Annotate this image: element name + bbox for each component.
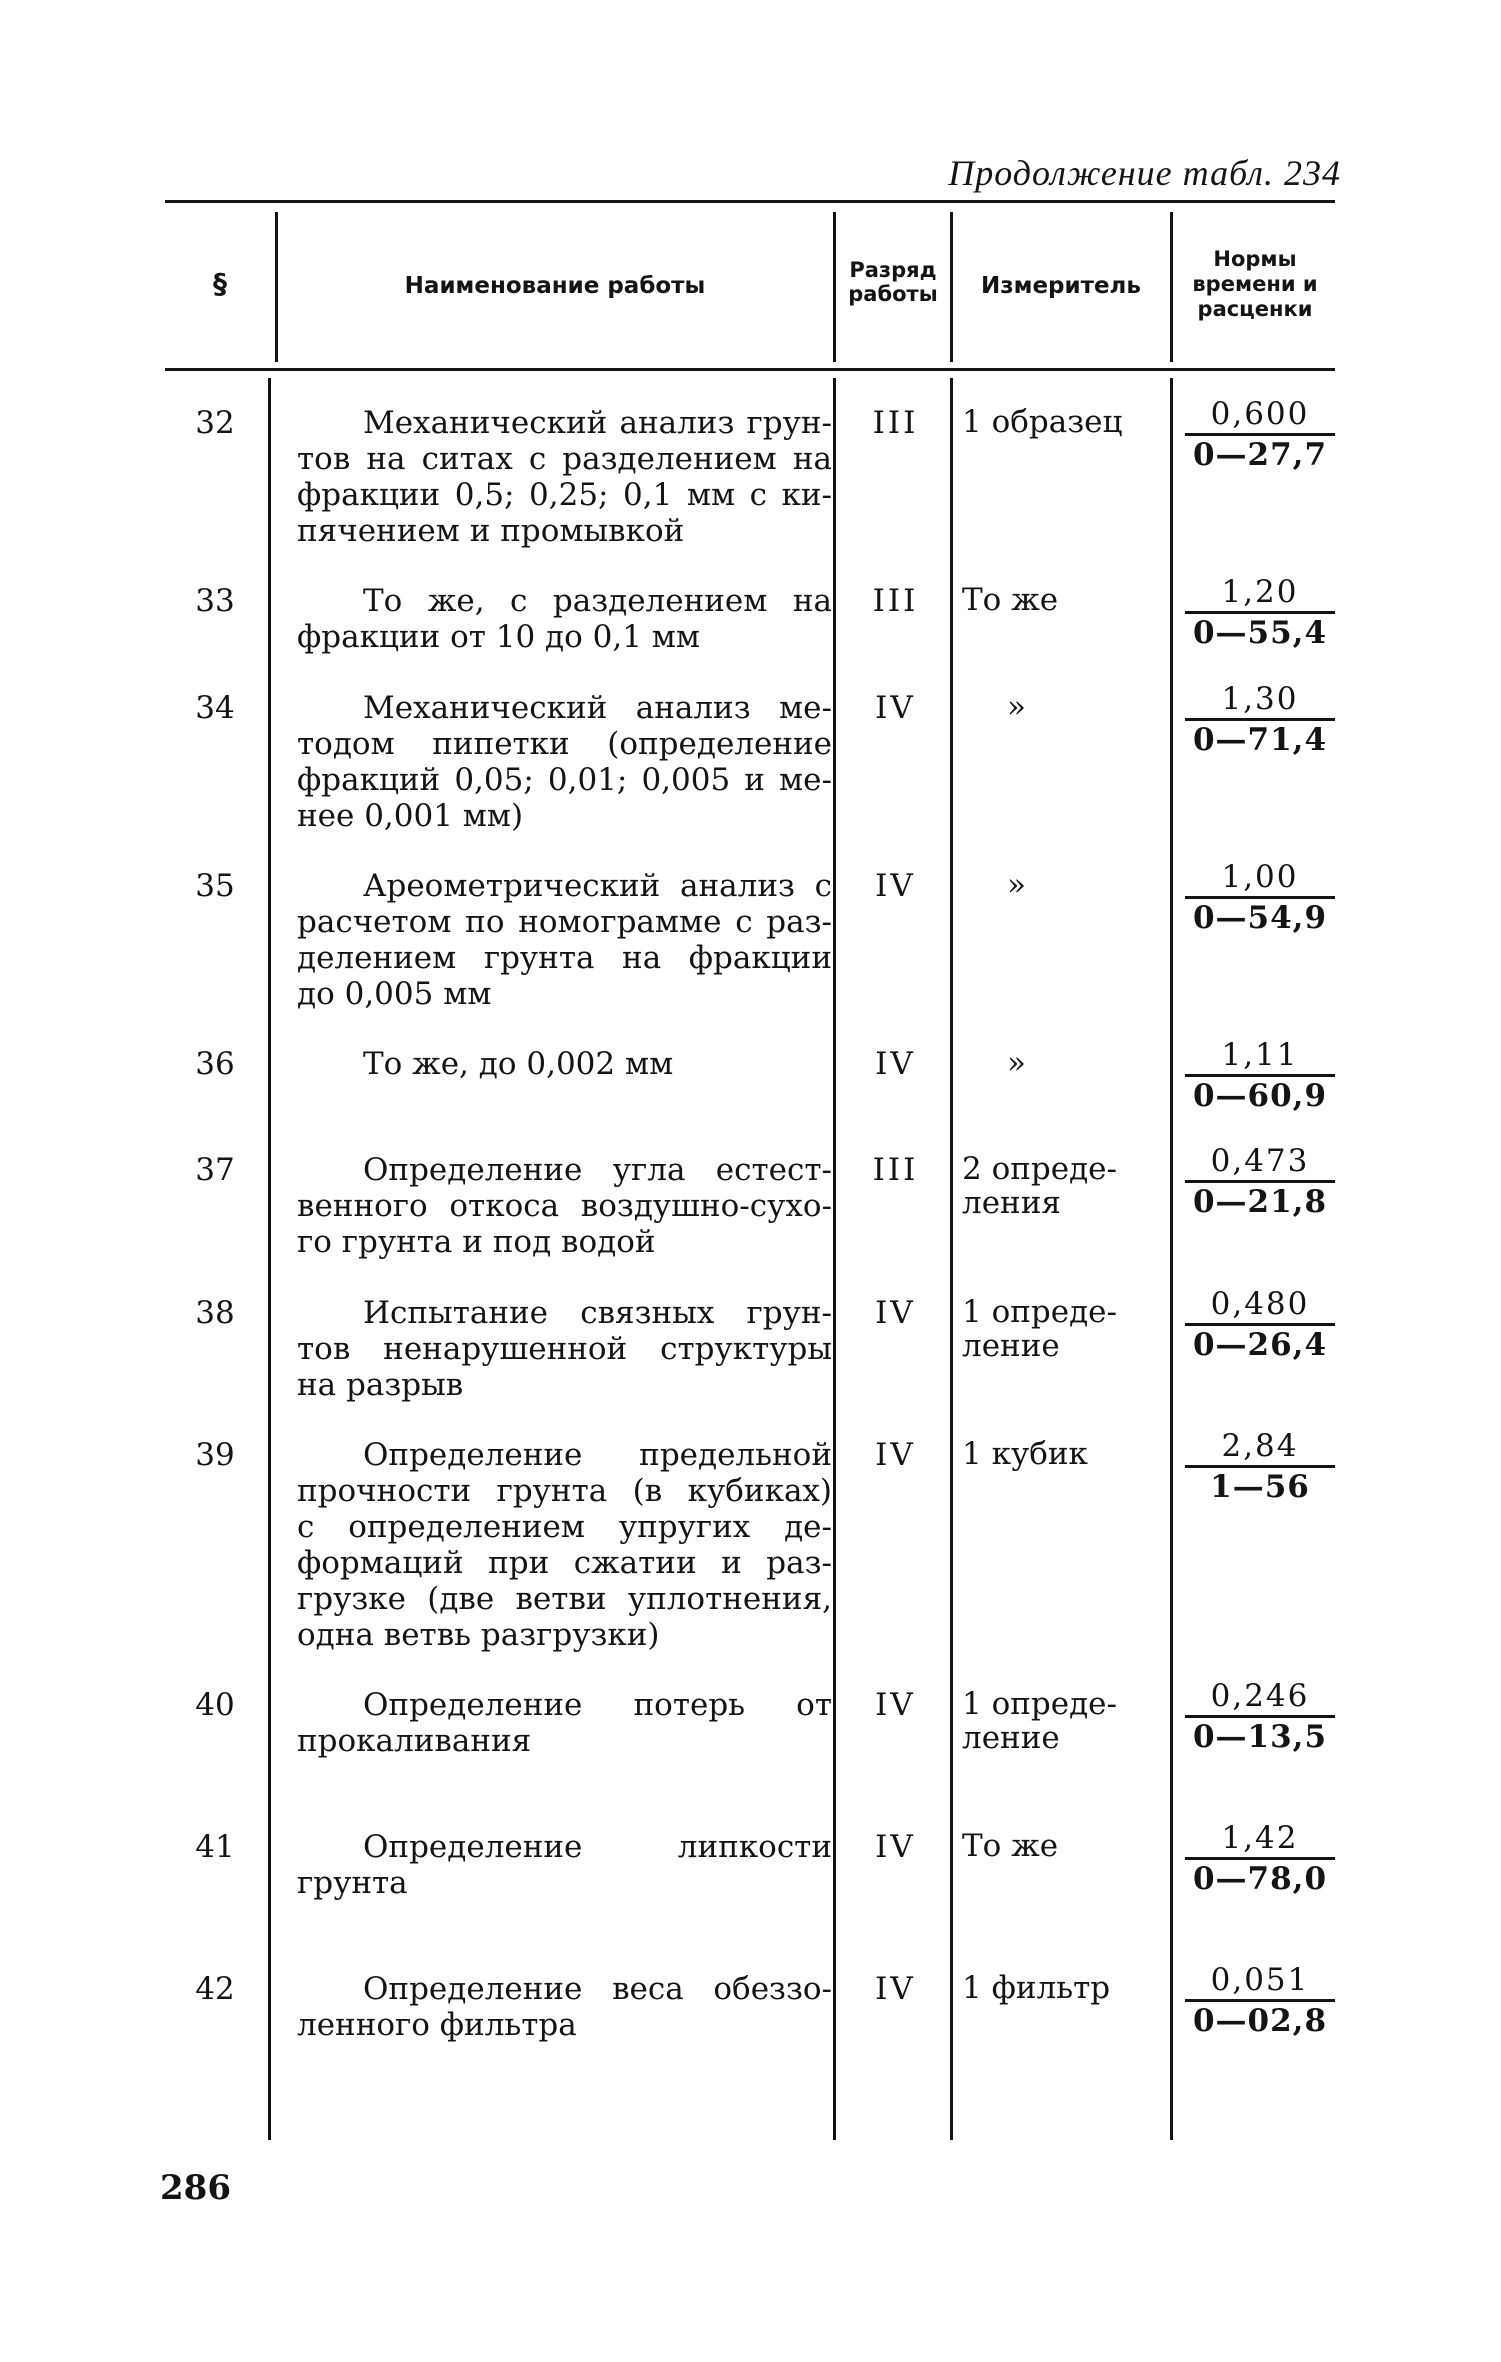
norm-time: 0,600 <box>1210 396 1310 432</box>
row-unit-line: То же <box>962 1828 1059 1864</box>
row-grade: IV <box>875 1295 916 1331</box>
row-unit-line: 1 фильтр <box>962 1970 1111 2006</box>
row-name-line: фракции от 10 до 0,1 мм <box>297 619 701 655</box>
norm-time: 1,20 <box>1221 574 1299 610</box>
row-grade: IV <box>875 690 916 726</box>
row-name-line: Механический анализ ме- <box>363 690 832 726</box>
row-grade: III <box>872 405 919 441</box>
norm-price: 0—60,9 <box>1192 1078 1328 1114</box>
row-name-line: ленного фильтра <box>297 2007 577 2043</box>
row-unit-line: 1 опреде- <box>962 1294 1117 1330</box>
row-norm <box>1185 680 1335 759</box>
row-name-line: тов ненарушенной структуры <box>297 1331 832 1367</box>
norm-price: 0—26,4 <box>1192 1327 1328 1363</box>
header-norms: Нормы времени и расценки <box>1192 247 1318 321</box>
row-unit <box>962 1437 1162 1471</box>
row-number: 33 <box>195 583 235 619</box>
norm-time: 1,30 <box>1221 681 1299 717</box>
row-number: 40 <box>195 1687 235 1723</box>
row-name-line: Определение угла естест- <box>363 1152 832 1188</box>
row-name <box>297 1152 832 1260</box>
row-name-line: венного откоса воздушно-сухо- <box>297 1188 832 1224</box>
header-bottom-rule <box>165 368 1335 371</box>
row-name-line: формаций при сжатии и раз- <box>297 1545 832 1581</box>
norm-time: 0,473 <box>1210 1143 1310 1179</box>
row-unit-line: » <box>1007 867 1026 903</box>
row-norm <box>1185 1142 1335 1221</box>
row-name <box>297 583 832 655</box>
row-grade: IV <box>875 1046 916 1082</box>
row-name-line: фракции 0,5; 0,25; 0,1 мм с ки- <box>297 477 832 513</box>
row-norm <box>1185 1036 1335 1115</box>
norm-time: 2,84 <box>1221 1428 1299 1464</box>
row-name-line: Механический анализ грун- <box>363 405 832 441</box>
row-grade: IV <box>875 868 916 904</box>
norm-time: 1,11 <box>1221 1037 1299 1073</box>
row-name-line: грузке (две ветви уплотнения, <box>297 1581 832 1617</box>
row-unit <box>962 1046 1162 1080</box>
row-name-line: фракций 0,05; 0,01; 0,005 и ме- <box>297 762 832 798</box>
norm-price: 1—56 <box>1210 1469 1310 1505</box>
page-number: 286 <box>160 2168 231 2208</box>
norm-price: 0—13,5 <box>1192 1719 1328 1755</box>
row-unit-line: 2 опреде- <box>962 1151 1117 1187</box>
norm-price: 0—54,9 <box>1192 900 1328 936</box>
row-name <box>297 1046 832 1082</box>
row-number: 32 <box>195 405 235 441</box>
row-grade: IV <box>875 1829 916 1865</box>
norm-time: 1,00 <box>1221 859 1299 895</box>
column-divider-4 <box>1170 212 1173 362</box>
row-name-line: прокаливания <box>297 1723 532 1759</box>
row-name-line: тодом пипетки (определение <box>297 726 832 762</box>
row-grade: IV <box>875 1971 916 2007</box>
row-number: 38 <box>195 1295 235 1331</box>
norm-price: 0—71,4 <box>1192 722 1328 758</box>
row-name-line: Определение потерь от <box>363 1687 832 1723</box>
row-unit-line: 1 опреде- <box>962 1686 1117 1722</box>
row-number: 42 <box>195 1971 235 2007</box>
row-unit-line: ление <box>962 1328 1060 1364</box>
row-norm <box>1185 1961 1335 2040</box>
body-divider-1 <box>268 378 271 2140</box>
norm-time: 1,42 <box>1221 1820 1299 1856</box>
row-name-line: грунта <box>297 1865 408 1901</box>
row-name-line: го грунта и под водой <box>297 1224 656 1260</box>
row-unit <box>962 1152 1162 1220</box>
row-unit-line: ления <box>962 1185 1061 1221</box>
norm-price: 0—02,8 <box>1192 2003 1328 2039</box>
row-norm <box>1185 1285 1335 1364</box>
row-name <box>297 690 832 834</box>
row-unit-line: » <box>1007 689 1026 725</box>
row-norm <box>1185 858 1335 937</box>
row-number: 39 <box>195 1437 235 1473</box>
row-name <box>297 868 832 1012</box>
header-unit: Измеритель <box>981 273 1141 299</box>
norm-time: 0,246 <box>1210 1678 1310 1714</box>
row-name-line: Определение липкости <box>363 1829 832 1865</box>
header-grade <box>838 258 948 306</box>
row-grade: III <box>872 583 919 619</box>
row-unit-line: 1 образец <box>962 404 1123 440</box>
row-name-line: нее 0,001 мм) <box>297 798 524 834</box>
row-name-line: Испытание связных грун- <box>363 1295 832 1331</box>
table-top-rule <box>165 200 1335 203</box>
body-divider-3 <box>950 378 953 2140</box>
norm-time: 0,051 <box>1210 1962 1310 1998</box>
row-name-line: прочности грунта (в кубиках) <box>297 1473 832 1509</box>
row-name <box>297 1971 832 2043</box>
row-unit <box>962 1687 1162 1755</box>
row-norm <box>1185 573 1335 652</box>
row-name-line: пячением и промывкой <box>297 513 685 549</box>
row-name-line: тов на ситах с разделением на <box>297 441 832 477</box>
body-divider-4 <box>1170 378 1173 2140</box>
row-name-line: Определение предельной <box>363 1437 832 1473</box>
row-name-line: расчетом по номограмме с раз- <box>297 904 832 940</box>
row-number: 41 <box>195 1829 235 1865</box>
row-norm <box>1185 1677 1335 1756</box>
row-unit-line: ление <box>962 1720 1060 1756</box>
row-norm <box>1185 1819 1335 1898</box>
row-name-line: одна ветвь разгрузки) <box>297 1617 660 1653</box>
table-caption: Продолжение табл. 234 <box>948 153 1341 193</box>
row-number: 37 <box>195 1152 235 1188</box>
row-number: 36 <box>195 1046 235 1082</box>
row-unit <box>962 1295 1162 1363</box>
row-norm <box>1185 395 1335 474</box>
norm-price: 0—21,8 <box>1192 1184 1328 1220</box>
row-name-line: делением грунта на фракции <box>297 940 832 976</box>
row-name-line: То же, с разделением на <box>363 583 832 619</box>
row-unit <box>962 1829 1162 1863</box>
row-unit <box>962 690 1162 724</box>
row-name <box>297 1295 832 1403</box>
row-name <box>297 1829 832 1901</box>
row-name <box>297 1687 832 1759</box>
row-norm <box>1185 1427 1335 1506</box>
row-name <box>297 405 832 549</box>
row-name-line: То же, до 0,002 мм <box>363 1046 674 1082</box>
column-divider-3 <box>950 212 953 362</box>
norm-price: 0—78,0 <box>1192 1861 1328 1897</box>
header-grade-text: Разряд работы <box>848 258 938 306</box>
row-unit <box>962 1971 1162 2005</box>
row-name-line: Определение веса обеззо- <box>363 1971 832 2007</box>
row-unit <box>962 868 1162 902</box>
row-unit-line: 1 кубик <box>962 1436 1088 1472</box>
row-name-line: на разрыв <box>297 1367 464 1403</box>
column-divider-1 <box>275 212 278 362</box>
norm-price: 0—27,7 <box>1192 437 1328 473</box>
row-grade: IV <box>875 1687 916 1723</box>
row-unit <box>962 405 1162 439</box>
norm-time: 0,480 <box>1210 1286 1310 1322</box>
row-grade: III <box>872 1152 919 1188</box>
row-name-line: с определением упругих де- <box>297 1509 832 1545</box>
column-divider-2 <box>833 212 836 362</box>
header-name: Наименование работы <box>404 273 706 299</box>
row-name <box>297 1437 832 1653</box>
body-divider-2 <box>833 378 836 2140</box>
row-unit-line: То же <box>962 582 1059 618</box>
row-number: 35 <box>195 868 235 904</box>
row-unit <box>962 583 1162 617</box>
row-unit-line: » <box>1007 1045 1026 1081</box>
row-number: 34 <box>195 690 235 726</box>
row-grade: IV <box>875 1437 916 1473</box>
header-section: § <box>213 267 227 300</box>
row-name-line: Ареометрический анализ с <box>363 868 832 904</box>
norm-price: 0—55,4 <box>1192 615 1328 651</box>
row-name-line: до 0,005 мм <box>297 976 492 1012</box>
